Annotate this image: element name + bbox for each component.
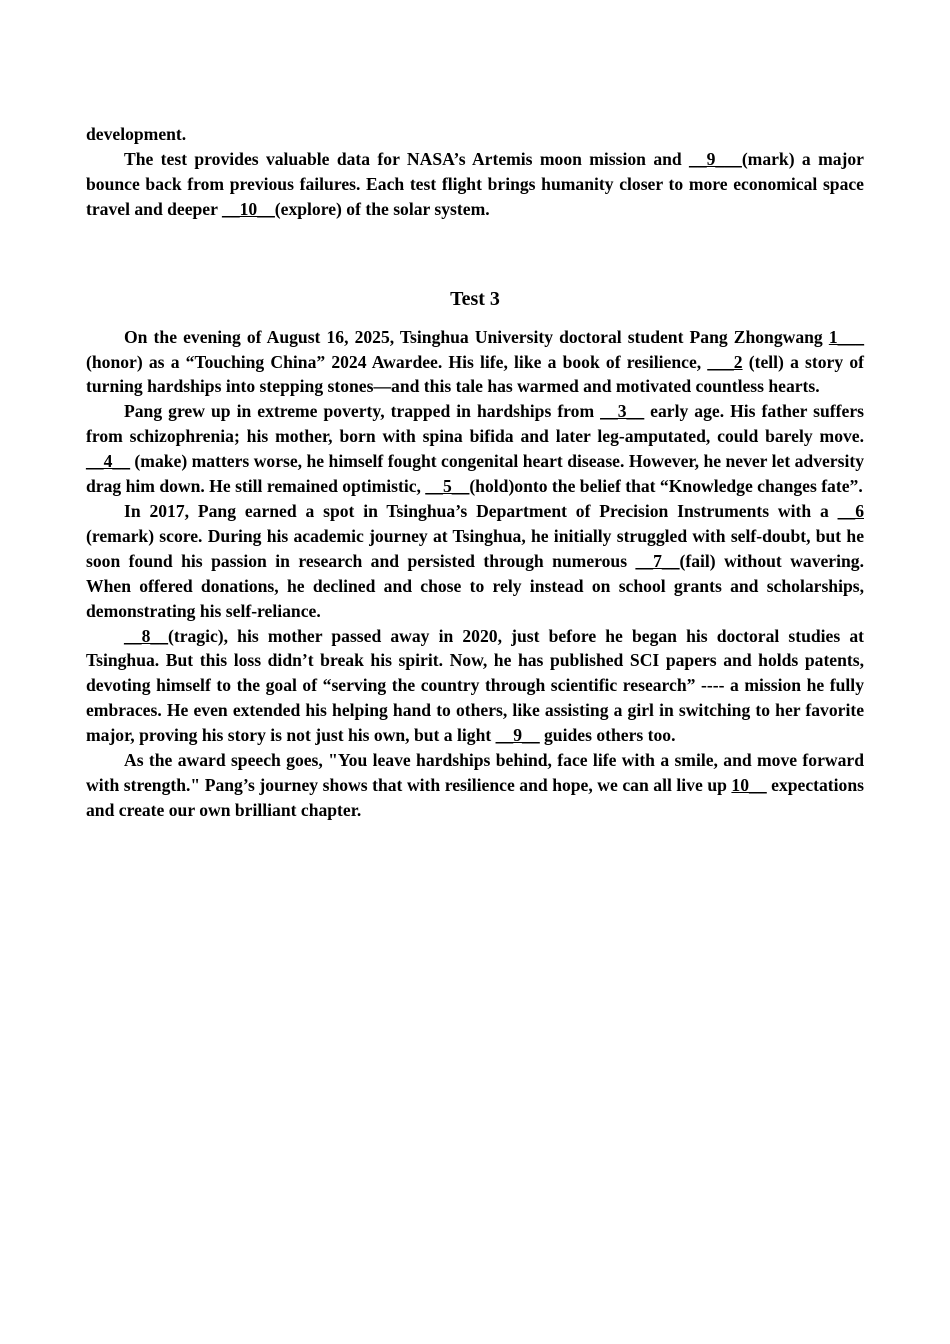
paragraph-text: guides others too. <box>539 725 676 746</box>
blank-2: ___2 <box>707 351 743 372</box>
section-title: Test 3 <box>450 287 500 310</box>
paragraph-text: (explore) of the solar system. <box>274 198 490 219</box>
paragraph-text: early age. His father suffers from schizophrenia; his mother, born with spina bifida and later leg-amputated, could barely move. <box>86 401 864 447</box>
paragraph-text: development. <box>86 124 187 144</box>
test3-paragraph-3 <box>86 499 864 624</box>
blank-9: __9___ <box>689 148 742 169</box>
paragraph-text: (honor) as a “Touching China” 2024 Awardee. His life, like a book of resilience, <box>86 351 708 372</box>
blank-8: __8__ <box>124 625 168 646</box>
paragraph-text: (fail) without wavering. When offered donations, he declined and chose to rely instead on school grants and scholarships, demonstrating his self-reliance. <box>86 550 864 621</box>
paragraph-text: In 2017, Pang earned a spot in Tsinghua’s Department of Precision Instruments with a <box>124 500 838 521</box>
document-page <box>86 122 864 823</box>
test2-paragraph-end <box>86 122 864 147</box>
test2-paragraph-artemis <box>86 147 864 222</box>
paragraph-text: (mark) a major bounce back from previous failures. Each test flight brings humanity closer to more economical space travel and deeper <box>86 148 864 219</box>
blank-3: __3__ <box>600 401 645 422</box>
blank-5: __5__ <box>425 476 470 497</box>
blank-10: __10__ <box>222 198 275 219</box>
test3-paragraph-2 <box>86 399 864 499</box>
paragraph-text: Pang grew up in extreme poverty, trapped in hardships from <box>124 401 601 422</box>
paragraph-text: The test provides valuable data for NASA’s Artemis moon mission and <box>124 148 690 169</box>
blank-9: __9__ <box>495 725 540 746</box>
test3-paragraph-5 <box>86 748 864 823</box>
paragraph-text: (tell) a story of turning hardships into stepping stones—and this tale has warmed and motivated countless hearts. <box>86 351 864 397</box>
paragraph-text: (hold)onto the belief that “Knowledge changes fate”. <box>469 476 863 497</box>
paragraph-text: (remark) score. During his academic journey at Tsinghua, he initially struggled with self-doubt, but he soon found his passion in research and persisted through numerous <box>86 525 864 571</box>
blank-6: __6 <box>837 500 864 521</box>
paragraph-text: As the award speech goes, "You leave hardships behind, face life with a smile, and move forward with strength." Pang’s journey shows that with resilience and hope, we can all live up <box>86 750 864 795</box>
blank-4: __4__ <box>86 451 130 472</box>
blank-1: 1___ <box>828 326 864 347</box>
test3-paragraph-1 <box>86 325 864 400</box>
paragraph-text: On the evening of August 16, 2025, Tsinghua University doctoral student Pang Zhongwang <box>124 326 829 347</box>
blank-10: 10__ <box>731 774 767 795</box>
paragraph-text: (make) matters worse, he himself fought congenital heart disease. However, he never let adversity drag him down. He still remained optimistic, <box>86 451 864 497</box>
test3-paragraph-4 <box>86 624 864 749</box>
paragraph-text: (tragic), his mother passed away in 2020, just before he began his doctoral studies at Tsinghua. But this loss didn’t break his spirit. Now, he has published SCI papers and holds patents, devoting himself to the goal of “serving the country through scientific research” ---- a mission he fully embraces. He even extended his helping hand to others, like assisting a girl in switching to her favorite major, proving his story is not just his own, but a light <box>86 625 864 746</box>
blank-7: __7__ <box>635 550 680 571</box>
paragraph-text: expectations and create our own brilliant chapter. <box>86 774 864 820</box>
